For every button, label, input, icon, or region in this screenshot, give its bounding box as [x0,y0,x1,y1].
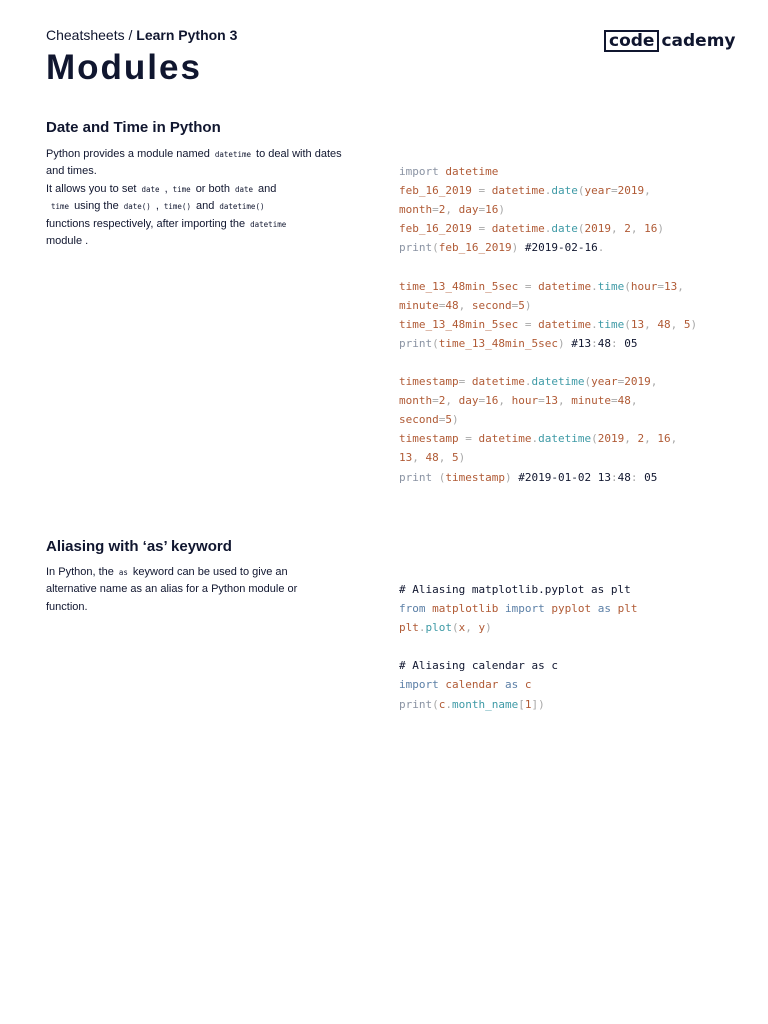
code-token: ) [498,203,505,217]
code-token: , [630,222,645,236]
code-token: , [465,621,479,635]
code-token: 16 [485,203,499,217]
code-token: ( [438,470,446,484]
code-token: pyplot [551,602,598,616]
code-token: , [498,394,512,408]
code-token: import [399,165,446,178]
code-token: ( [624,317,631,331]
code-line [399,637,637,656]
code-token: , [630,394,638,408]
code-token: 1 [524,697,532,711]
code-token: 2019 [624,375,651,389]
code-line [399,599,637,618]
code-token: , [650,375,658,389]
code-token: ( [584,375,592,389]
inline-code: date() [123,202,151,212]
code-token: , [644,184,651,198]
code-token: 48 [617,470,631,484]
code-token: ]) [531,697,545,711]
code-token: : [630,470,638,484]
code-token: ) [524,298,532,312]
code-token: = [471,184,492,198]
code-token: calendar [445,678,505,692]
section-title-datetime: Date and Time in Python [46,119,221,136]
section-desc-datetime: Python provides a module named datetime to deal with dates and times. It allows you to set date , time or both date and time using the date() , time() and datetime() functions respectively, after importing the datetime module . [46,148,342,248]
codecademy-logo[interactable] [604,30,736,52]
code-token: second [471,298,512,312]
code-token: 2 [637,432,645,446]
code-token: 48 [657,317,671,331]
code-token: datetime [531,375,585,389]
code-token: ( [432,241,439,255]
code-token: 48 [617,394,631,408]
code-token: plot [425,621,452,635]
logo-cademy-text: cademy [661,31,736,51]
code-token: #2019-02-16 [518,241,598,255]
code-token: . [531,432,539,446]
code-token: = [458,432,479,446]
code-token: ( [591,432,598,446]
code-token: ) [458,451,466,465]
code-token: year [584,184,611,198]
inline-code: time [172,184,191,194]
code-line [399,334,697,353]
code-token: timestamp [445,470,505,484]
code-token: = [471,222,492,236]
code-token: 48 [445,298,459,312]
code-token: = [432,203,439,217]
code-token: ) [657,222,664,236]
code-token: . [524,375,532,389]
code-token: 13 [544,394,558,408]
code-token: date [551,222,578,236]
code-token: ) [511,241,519,255]
code-token: . [544,184,552,198]
code-token: . [591,317,598,331]
code-token: c [524,678,532,692]
code-line [399,162,697,181]
code-token: , [412,451,426,465]
code-token: 13 [399,451,413,465]
code-token: . [445,697,452,711]
code-token: 2019 [584,222,611,236]
code-line [399,181,697,200]
code-token: as [597,602,618,616]
code-token: , [677,279,684,293]
code-token: = [610,184,618,198]
code-token: 2019 [617,184,645,198]
code-token: datetime [491,222,545,236]
code-token: = [657,279,664,293]
inline-code: time() [163,202,191,212]
code-token: 16 [485,394,499,408]
code-token: , [644,432,658,446]
code-token: = [478,203,486,217]
code-token: 05 [617,336,638,350]
code-line [399,675,637,694]
code-token: ( [432,697,439,711]
code-token: print [399,241,433,255]
code-token: second [399,413,439,427]
code-token: . [591,279,598,293]
code-token: datetime [445,165,499,178]
code-token: 05 [637,470,658,484]
code-token: = [478,394,486,408]
code-block-aliasing [399,580,637,714]
code-token: ) [452,413,459,427]
code-token: 2 [438,394,446,408]
code-token: 5 [518,298,525,312]
code-token: = [458,375,472,389]
code-line [399,410,697,429]
code-token: # Aliasing calendar as c [399,659,558,673]
inline-code: datetime [214,150,252,159]
logo-code-box: code [604,30,659,52]
code-token: ) [504,470,512,484]
code-token: time_13_48min_5sec [399,279,519,293]
code-line [399,656,637,675]
code-token: 2019 [597,432,625,446]
code-token: ) [557,336,565,350]
code-token: datetime [538,432,592,446]
code-token: 13 [630,317,645,331]
code-token: : [610,470,618,484]
code-token: , [644,317,658,331]
breadcrumb-cheatsheets-link[interactable]: Cheatsheets [46,27,125,43]
code-token: plt [399,621,419,635]
code-token: , [458,298,472,312]
code-token: 48 [597,336,611,350]
code-token: . [597,241,605,255]
breadcrumb-separator: / [124,27,137,43]
code-token: 5 [683,317,691,331]
breadcrumb [46,27,237,43]
code-token: : [610,336,618,350]
code-line [399,429,697,448]
code-line [399,618,637,637]
code-token: . [544,222,552,236]
code-line [399,257,697,276]
code-token: import [399,678,446,692]
code-token: timestamp [399,375,459,389]
code-token: time_13_48min_5sec [438,336,558,350]
code-token: time [597,279,625,293]
code-token: 48 [425,451,439,465]
code-token: ( [577,222,585,236]
code-token: minute [399,298,439,312]
inline-code: as [118,568,128,577]
code-token: ( [577,184,585,198]
code-token: minute [571,394,611,408]
code-token: timestamp [399,432,459,446]
inline-code: time [51,202,70,212]
section-desc-aliasing: In Python, the as keyword can be used to give an alternative name as an alias for a Python module or function. [46,566,298,613]
page-title: Modules [46,48,202,87]
code-token: as [504,678,525,692]
code-line [399,391,697,410]
code-line [399,315,697,334]
code-token: matplotlib [432,602,505,616]
code-token: ) [690,317,698,331]
code-token: import [504,602,552,616]
code-token: y [478,621,486,635]
code-token: #2019-01-02 13 [511,470,611,484]
code-token: time [597,317,625,331]
code-token: feb_16_2019 [399,184,472,198]
code-token: datetime [491,184,545,198]
code-line [399,353,697,372]
code-line [399,372,697,391]
code-token: , [438,451,452,465]
code-token: , [445,203,459,217]
code-token: print [399,470,439,484]
code-token: hour [511,394,539,408]
code-token: = [617,375,625,389]
inline-code: datetime() [219,202,265,212]
code-token: [ [518,697,525,711]
code-token: month [399,394,433,408]
code-token: ( [432,336,439,350]
code-token: = [611,394,618,408]
code-token: datetime [538,279,592,293]
code-token: print [399,697,433,711]
code-token: x [458,621,466,635]
code-line [399,580,637,599]
code-token: year [591,375,618,389]
code-token: month [399,203,433,217]
code-token: time_13_48min_5sec [399,317,519,331]
code-block-datetime [399,162,697,487]
breadcrumb-course[interactable]: Learn Python 3 [136,27,238,43]
code-line [399,238,697,257]
code-token: ) [485,621,492,635]
code-token: = [438,298,446,312]
section-title-aliasing: Aliasing with ‘as’ keyword [46,538,232,555]
code-token: 5 [445,413,452,427]
code-token: , [670,317,684,331]
code-token: 2 [624,222,631,236]
code-token: datetime [478,432,532,446]
code-token: from [399,602,433,616]
inline-code: datetime [250,219,287,229]
code-token: ( [624,279,631,293]
code-line [399,200,697,219]
code-token: = [518,317,539,331]
code-token: , [610,222,625,236]
code-token: feb_16_2019 [399,222,472,236]
code-token: = [438,413,446,427]
code-token: 16 [657,432,671,446]
code-token: . [418,621,426,635]
code-token: 16 [644,222,658,236]
code-token: plt [617,602,638,616]
code-token: 5 [452,451,459,465]
code-token: hour [630,279,658,293]
code-line [399,695,637,714]
code-token: #13 [564,336,592,350]
code-line [399,296,697,315]
code-token: , [558,394,572,408]
code-token: 13 [663,279,678,293]
code-token: ( [452,621,459,635]
code-token: = [538,394,545,408]
code-token: datetime [471,375,525,389]
code-token: month_name [452,697,519,711]
code-line [399,448,697,467]
code-token: = [518,279,539,293]
code-token: day [458,394,479,408]
code-token: , [670,432,678,446]
inline-code: date [141,184,160,194]
code-token: : [591,336,598,350]
code-line [399,468,697,487]
code-token: feb_16_2019 [438,241,512,255]
inline-code: date [234,184,253,194]
code-token: print [399,336,433,350]
code-token: , [624,432,638,446]
code-token: date [551,184,578,198]
code-token: day [458,203,479,217]
code-token: 2 [438,203,446,217]
code-line [399,219,697,238]
code-token: , [445,394,459,408]
code-token: c [438,697,446,711]
code-token: = [432,394,439,408]
code-token: # Aliasing matplotlib.pyplot as plt [399,583,631,596]
code-token: = [511,298,519,312]
code-token: datetime [538,317,592,331]
code-line [399,277,697,296]
